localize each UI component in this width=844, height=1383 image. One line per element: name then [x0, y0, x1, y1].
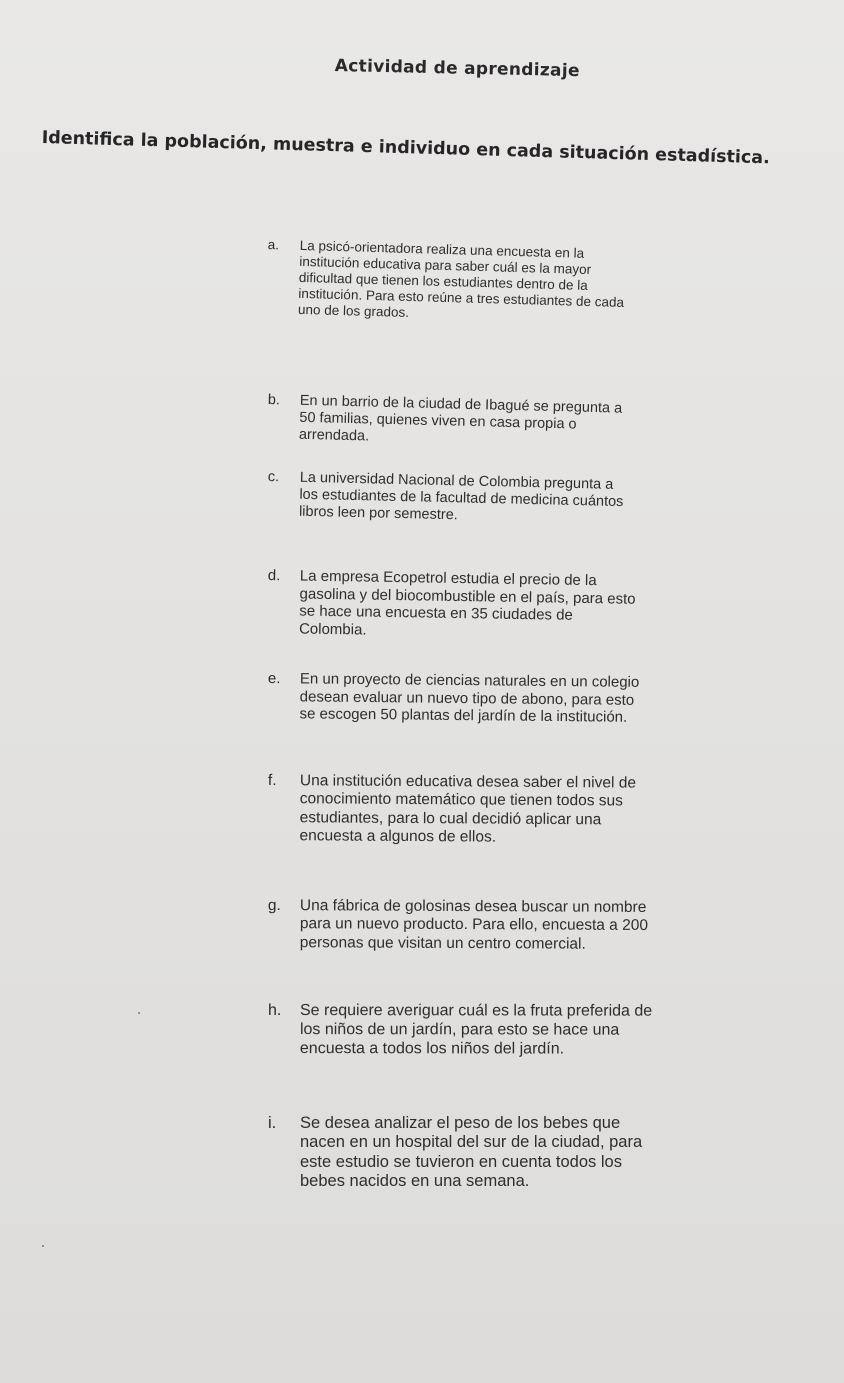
item-letter: c.: [267, 469, 280, 486]
item-text: En un barrio de la ciudad de Ibagué se pregunta a 50 familias, quienes viven en casa propia o arrendada.: [298, 392, 623, 445]
item-text: La universidad Nacional de Colombia pregunta a los estudiantes de la facultad de medicina cuántos libros leen por semestre.: [298, 469, 624, 524]
paper-speck: [42, 1245, 44, 1247]
item-text: Una fábrica de golosinas desea buscar un nombre para un nuevo producto. Para ello, encuesta a 200 personas que visitan un centro comercial.: [299, 897, 649, 953]
item-text: La psicó-orientadora realiza una encuesta en la institución educativa para saber cuál es la mayor dificultad que tienen los estudiantes dentro de la institución. Para esto reúne a tres estudiantes de cada uno de los grados.: [297, 237, 625, 320]
list-item: [268, 1114, 660, 1192]
item-text: Una institución educativa desea saber el nivel de conocimiento matemático que tienen todos sus estudiantes, para lo cual decidió aplicar una encuesta a algunos de ellos.: [299, 772, 637, 846]
list-item: [267, 670, 645, 727]
item-letter: f.: [267, 772, 277, 790]
item-text: Se requiere averiguar cuál es la fruta preferida de los niños de un jardín, para esto se hace una encuesta a todos los niños del jardín.: [299, 1002, 653, 1058]
list-item: [268, 897, 660, 954]
list-item: [267, 392, 630, 452]
item-text: En un proyecto de ciencias naturales en un colegio desean evaluar un nuevo tipo de abono, para esto se escogen 50 plantas del jardín de la institución.: [299, 670, 640, 727]
item-letter: b.: [267, 392, 281, 409]
page-title: Actividad de aprendizaje: [334, 56, 580, 82]
item-letter: a.: [267, 237, 280, 253]
list-item: [267, 567, 645, 644]
item-letter: h.: [267, 1002, 282, 1020]
list-item: [267, 469, 630, 529]
paper-speck: [138, 1012, 140, 1014]
item-text: Se desea analizar el peso de los bebes que nacen en un hospital del sur de la ciudad, para este estudio se tuvieron en cuenta todos los bebes nacidos en una semana.: [300, 1114, 643, 1191]
item-text: La empresa Ecopetrol estudia el precio de la gasolina y del biocombustible en el país, para esto se hace una encuesta en 35 ciudades de Colombia.: [298, 567, 636, 639]
item-letter: i.: [268, 1114, 277, 1132]
list-item: [268, 1002, 660, 1059]
list-item: [267, 772, 660, 848]
item-letter: e.: [267, 670, 281, 688]
instruction-heading: Identifica la población, muestra e individuo en cada situación estadística.: [41, 128, 771, 169]
item-letter: d.: [267, 567, 281, 585]
list-item: [266, 237, 630, 327]
item-letter: g.: [267, 897, 281, 915]
